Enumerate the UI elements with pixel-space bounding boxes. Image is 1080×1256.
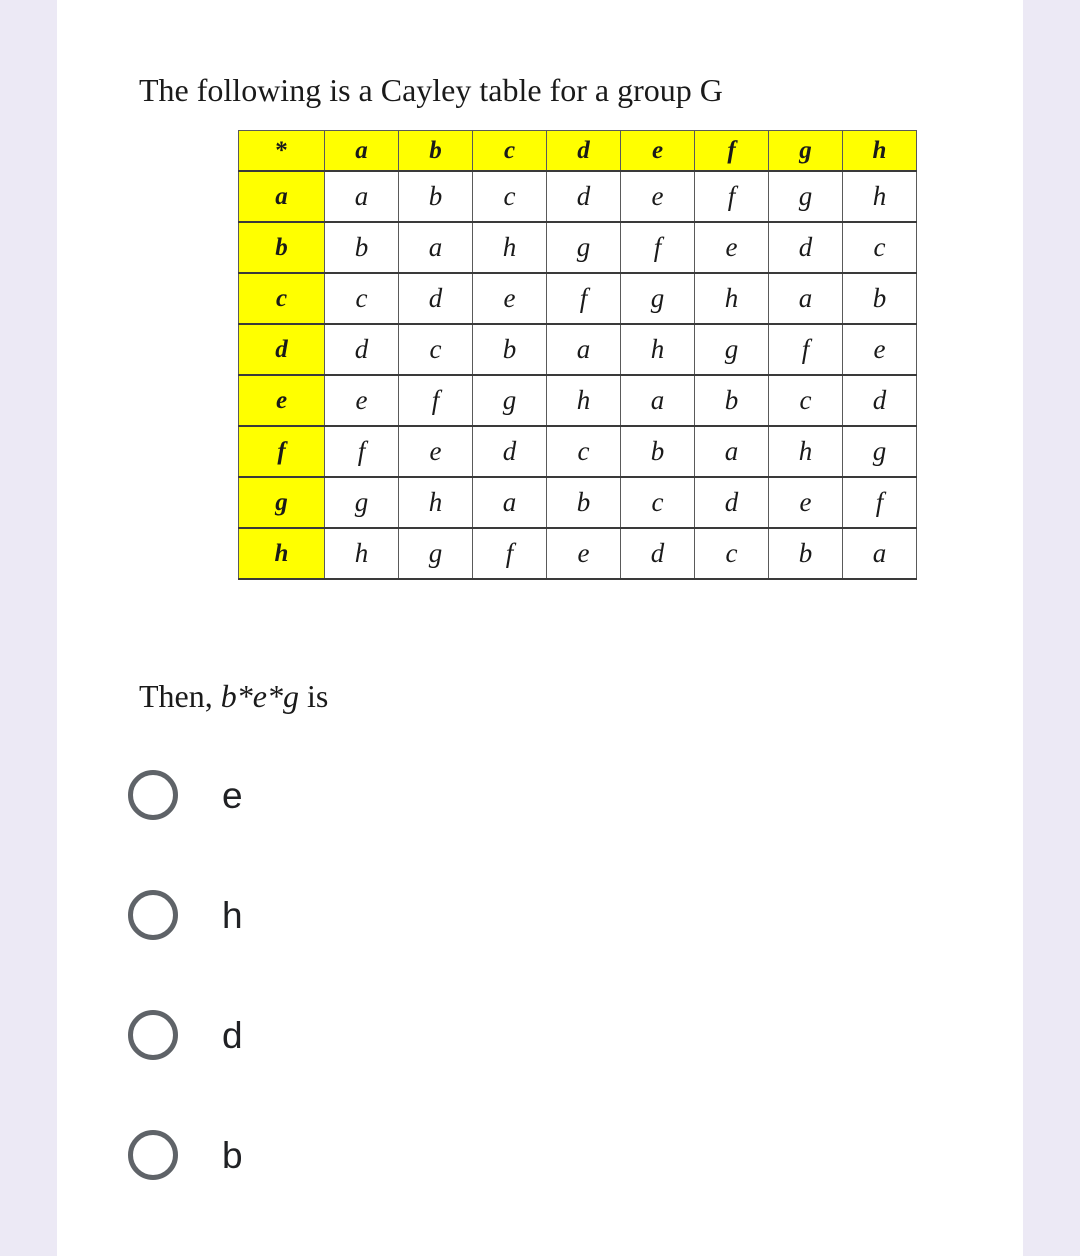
row-header: g bbox=[239, 477, 325, 528]
row-header: h bbox=[239, 528, 325, 579]
column-header: c bbox=[473, 131, 547, 172]
intro-text: The following is a Cayley table for a group G bbox=[139, 72, 723, 108]
table-cell: b bbox=[843, 273, 917, 324]
operator-cell: * bbox=[239, 131, 325, 172]
table-row bbox=[239, 171, 917, 222]
table-cell: h bbox=[843, 171, 917, 222]
option-label: e bbox=[222, 774, 243, 816]
table-cell: b bbox=[769, 528, 843, 579]
table-cell: a bbox=[473, 477, 547, 528]
table-cell: h bbox=[769, 426, 843, 477]
column-header: e bbox=[621, 131, 695, 172]
radio-button-icon[interactable] bbox=[128, 1010, 178, 1060]
table-cell: f bbox=[621, 222, 695, 273]
table-cell: g bbox=[473, 375, 547, 426]
row-header: a bbox=[239, 171, 325, 222]
table-cell: a bbox=[769, 273, 843, 324]
column-header: g bbox=[769, 131, 843, 172]
table-cell: d bbox=[695, 477, 769, 528]
table-cell: a bbox=[399, 222, 473, 273]
row-header: f bbox=[239, 426, 325, 477]
table-cell: f bbox=[769, 324, 843, 375]
question-prefix: Then, bbox=[139, 678, 221, 714]
table-cell: d bbox=[843, 375, 917, 426]
column-header: d bbox=[547, 131, 621, 172]
column-header: b bbox=[399, 131, 473, 172]
table-row bbox=[239, 273, 917, 324]
table-cell: b bbox=[325, 222, 399, 273]
radio-button-icon[interactable] bbox=[128, 770, 178, 820]
table-cell: c bbox=[399, 324, 473, 375]
table-cell: a bbox=[843, 528, 917, 579]
table-cell: f bbox=[843, 477, 917, 528]
option-label: b bbox=[222, 1134, 243, 1176]
table-cell: c bbox=[769, 375, 843, 426]
table-cell: c bbox=[621, 477, 695, 528]
table-cell: e bbox=[473, 273, 547, 324]
table-cell: g bbox=[695, 324, 769, 375]
table-cell: e bbox=[621, 171, 695, 222]
row-header: d bbox=[239, 324, 325, 375]
table-cell: c bbox=[473, 171, 547, 222]
table-cell: h bbox=[547, 375, 621, 426]
table-cell: d bbox=[325, 324, 399, 375]
table-row bbox=[239, 426, 917, 477]
table-cell: c bbox=[843, 222, 917, 273]
table-cell: h bbox=[695, 273, 769, 324]
option-e[interactable] bbox=[128, 770, 243, 820]
table-cell: f bbox=[325, 426, 399, 477]
table-cell: c bbox=[695, 528, 769, 579]
table-cell: f bbox=[695, 171, 769, 222]
table-cell: f bbox=[399, 375, 473, 426]
row-header: e bbox=[239, 375, 325, 426]
option-b[interactable] bbox=[128, 1130, 243, 1180]
table-cell: g bbox=[843, 426, 917, 477]
table-row bbox=[239, 528, 917, 579]
question-suffix: is bbox=[298, 678, 329, 714]
table-cell: g bbox=[769, 171, 843, 222]
table-cell: b bbox=[621, 426, 695, 477]
cayley-table bbox=[238, 130, 917, 580]
table-row bbox=[239, 222, 917, 273]
option-label: d bbox=[222, 1014, 243, 1056]
table-cell: h bbox=[325, 528, 399, 579]
table-cell: d bbox=[769, 222, 843, 273]
table-header-row bbox=[239, 131, 917, 172]
table-cell: g bbox=[325, 477, 399, 528]
question-text bbox=[139, 678, 328, 715]
table-cell: b bbox=[473, 324, 547, 375]
question-expression: b*e*g bbox=[220, 678, 299, 714]
table-cell: a bbox=[325, 171, 399, 222]
table-row bbox=[239, 324, 917, 375]
row-header: c bbox=[239, 273, 325, 324]
table-cell: d bbox=[547, 171, 621, 222]
table-cell: g bbox=[547, 222, 621, 273]
table-cell: e bbox=[769, 477, 843, 528]
table-cell: g bbox=[399, 528, 473, 579]
table-cell: a bbox=[547, 324, 621, 375]
column-header: a bbox=[325, 131, 399, 172]
table-cell: e bbox=[843, 324, 917, 375]
table-cell: b bbox=[695, 375, 769, 426]
table-cell: d bbox=[473, 426, 547, 477]
table-cell: c bbox=[325, 273, 399, 324]
column-header: f bbox=[695, 131, 769, 172]
table-cell: b bbox=[399, 171, 473, 222]
table-cell: h bbox=[399, 477, 473, 528]
table-row bbox=[239, 477, 917, 528]
table-cell: e bbox=[325, 375, 399, 426]
column-header: h bbox=[843, 131, 917, 172]
table-cell: d bbox=[399, 273, 473, 324]
table-cell: f bbox=[547, 273, 621, 324]
radio-button-icon[interactable] bbox=[128, 890, 178, 940]
table-cell: e bbox=[399, 426, 473, 477]
option-label: h bbox=[222, 894, 243, 936]
table-cell: e bbox=[695, 222, 769, 273]
row-header: b bbox=[239, 222, 325, 273]
table-cell: d bbox=[621, 528, 695, 579]
table-cell: g bbox=[621, 273, 695, 324]
table-cell: h bbox=[621, 324, 695, 375]
table-cell: a bbox=[621, 375, 695, 426]
table-row bbox=[239, 375, 917, 426]
option-d[interactable] bbox=[128, 1010, 243, 1060]
option-h[interactable] bbox=[128, 890, 243, 940]
radio-button-icon[interactable] bbox=[128, 1130, 178, 1180]
table-cell: f bbox=[473, 528, 547, 579]
table-cell: h bbox=[473, 222, 547, 273]
table-cell: b bbox=[547, 477, 621, 528]
table-cell: e bbox=[547, 528, 621, 579]
table-cell: a bbox=[695, 426, 769, 477]
table-cell: c bbox=[547, 426, 621, 477]
